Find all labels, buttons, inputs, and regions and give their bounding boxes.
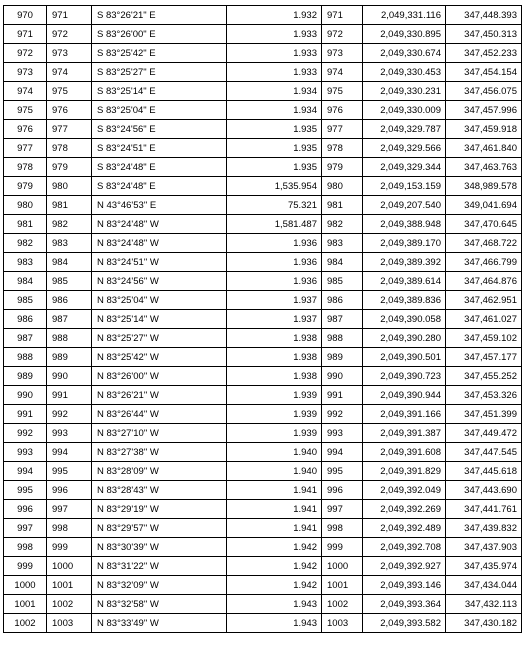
- point-visado-cell: 986: [47, 291, 92, 310]
- vertex-cell: 999: [322, 538, 363, 557]
- coordinate-y-cell: 2,049,330.231: [363, 82, 446, 101]
- point-visado-cell: 1001: [47, 576, 92, 595]
- bearing-cell: S 83°25'04" E: [92, 101, 227, 120]
- bearing-cell: N 83°28'43" W: [92, 481, 227, 500]
- coordinate-y-cell: 2,049,390.058: [363, 310, 446, 329]
- table-row: [4, 367, 522, 386]
- table-row: [4, 177, 522, 196]
- bearing-cell: N 83°25'42" W: [92, 348, 227, 367]
- bearing-cell: N 83°25'04" W: [92, 291, 227, 310]
- point-visado-cell: 991: [47, 386, 92, 405]
- distance-cell: 1.935: [227, 158, 322, 177]
- bearing-cell: S 83°25'42" E: [92, 44, 227, 63]
- bearing-cell: N 83°26'44" W: [92, 405, 227, 424]
- coordinate-y-cell: 2,049,391.829: [363, 462, 446, 481]
- vertex-cell: 996: [322, 481, 363, 500]
- station-cell: 981: [4, 215, 47, 234]
- bearing-cell: N 83°31'22" W: [92, 557, 227, 576]
- station-cell: 980: [4, 196, 47, 215]
- vertex-cell: 972: [322, 25, 363, 44]
- distance-cell: 1.935: [227, 120, 322, 139]
- point-visado-cell: 976: [47, 101, 92, 120]
- station-cell: 986: [4, 310, 47, 329]
- point-visado-cell: 995: [47, 462, 92, 481]
- point-visado-cell: 990: [47, 367, 92, 386]
- coordinate-x-cell: 347,451.399: [446, 405, 522, 424]
- table-row: [4, 234, 522, 253]
- coordinate-y-cell: 2,049,330.674: [363, 44, 446, 63]
- distance-cell: 1.938: [227, 348, 322, 367]
- coordinate-y-cell: 2,049,392.489: [363, 519, 446, 538]
- bearing-cell: N 83°28'09" W: [92, 462, 227, 481]
- distance-cell: 1.932: [227, 6, 322, 25]
- vertex-cell: 983: [322, 234, 363, 253]
- station-cell: 975: [4, 101, 47, 120]
- coordinate-x-cell: 347,439.832: [446, 519, 522, 538]
- bearing-cell: N 83°24'48" W: [92, 215, 227, 234]
- coordinate-y-cell: 2,049,392.049: [363, 481, 446, 500]
- vertex-cell: 984: [322, 253, 363, 272]
- distance-cell: 1.936: [227, 253, 322, 272]
- point-visado-cell: 1003: [47, 614, 92, 633]
- distance-cell: 1.938: [227, 329, 322, 348]
- bearing-cell: N 83°27'10" W: [92, 424, 227, 443]
- table-row: [4, 253, 522, 272]
- station-cell: 995: [4, 481, 47, 500]
- point-visado-cell: 984: [47, 253, 92, 272]
- table-row: [4, 443, 522, 462]
- station-cell: 979: [4, 177, 47, 196]
- point-visado-cell: 977: [47, 120, 92, 139]
- table-row: [4, 291, 522, 310]
- bearing-cell: N 83°24'51" W: [92, 253, 227, 272]
- coordinate-y-cell: 2,049,389.836: [363, 291, 446, 310]
- coordinate-x-cell: 347,450.313: [446, 25, 522, 44]
- table-row: [4, 310, 522, 329]
- coordinate-y-cell: 2,049,389.614: [363, 272, 446, 291]
- vertex-cell: 988: [322, 329, 363, 348]
- point-visado-cell: 996: [47, 481, 92, 500]
- distance-cell: 1.942: [227, 576, 322, 595]
- vertex-cell: 1003: [322, 614, 363, 633]
- coordinate-y-cell: 2,049,392.269: [363, 500, 446, 519]
- point-visado-cell: 983: [47, 234, 92, 253]
- point-visado-cell: 992: [47, 405, 92, 424]
- coordinate-y-cell: 2,049,390.501: [363, 348, 446, 367]
- bearing-cell: N 43°46'53" E: [92, 196, 227, 215]
- point-visado-cell: 979: [47, 158, 92, 177]
- vertex-cell: 987: [322, 310, 363, 329]
- coordinate-x-cell: 347,466.799: [446, 253, 522, 272]
- vertex-cell: 995: [322, 462, 363, 481]
- vertex-cell: 997: [322, 500, 363, 519]
- bearing-cell: S 83°26'21" E: [92, 6, 227, 25]
- coordinate-x-cell: 347,468.722: [446, 234, 522, 253]
- vertex-cell: 1002: [322, 595, 363, 614]
- table-row: [4, 424, 522, 443]
- coordinate-x-cell: 347,457.996: [446, 101, 522, 120]
- coordinate-y-cell: 2,049,393.146: [363, 576, 446, 595]
- point-visado-cell: 978: [47, 139, 92, 158]
- point-visado-cell: 985: [47, 272, 92, 291]
- coordinate-x-cell: 347,449.472: [446, 424, 522, 443]
- station-cell: 977: [4, 139, 47, 158]
- station-cell: 970: [4, 6, 47, 25]
- station-cell: 990: [4, 386, 47, 405]
- bearing-cell: N 83°24'56" W: [92, 272, 227, 291]
- bearing-cell: S 83°26'00" E: [92, 25, 227, 44]
- coordinate-y-cell: 2,049,329.344: [363, 158, 446, 177]
- point-visado-cell: 999: [47, 538, 92, 557]
- distance-cell: 1.940: [227, 443, 322, 462]
- coordinate-y-cell: 2,049,391.608: [363, 443, 446, 462]
- coordinate-y-cell: 2,049,391.387: [363, 424, 446, 443]
- distance-cell: 1.939: [227, 424, 322, 443]
- coordinate-y-cell: 2,049,330.453: [363, 63, 446, 82]
- table-row: [4, 120, 522, 139]
- vertex-cell: 993: [322, 424, 363, 443]
- distance-cell: 1.936: [227, 272, 322, 291]
- coordinate-x-cell: 347,461.027: [446, 310, 522, 329]
- station-cell: 999: [4, 557, 47, 576]
- distance-cell: 1.941: [227, 500, 322, 519]
- point-visado-cell: 1000: [47, 557, 92, 576]
- vertex-cell: 977: [322, 120, 363, 139]
- station-cell: 987: [4, 329, 47, 348]
- bearing-cell: S 83°25'14" E: [92, 82, 227, 101]
- station-cell: 971: [4, 25, 47, 44]
- distance-cell: 1.939: [227, 386, 322, 405]
- table-row: [4, 595, 522, 614]
- coordinate-x-cell: 347,435.974: [446, 557, 522, 576]
- station-cell: 974: [4, 82, 47, 101]
- table-row: [4, 500, 522, 519]
- coordinate-x-cell: 347,457.177: [446, 348, 522, 367]
- station-cell: 982: [4, 234, 47, 253]
- vertex-cell: 992: [322, 405, 363, 424]
- vertex-cell: 973: [322, 44, 363, 63]
- distance-cell: 1.936: [227, 234, 322, 253]
- table-row: [4, 101, 522, 120]
- bearing-cell: N 83°29'19" W: [92, 500, 227, 519]
- coordinate-x-cell: 348,989.578: [446, 177, 522, 196]
- distance-cell: 1.938: [227, 367, 322, 386]
- table-row: [4, 462, 522, 481]
- coordinate-x-cell: 347,443.690: [446, 481, 522, 500]
- station-cell: 989: [4, 367, 47, 386]
- table-row: [4, 538, 522, 557]
- table-row: [4, 139, 522, 158]
- table-row: [4, 576, 522, 595]
- point-visado-cell: 997: [47, 500, 92, 519]
- vertex-cell: 994: [322, 443, 363, 462]
- distance-cell: 1.942: [227, 557, 322, 576]
- vertex-cell: 990: [322, 367, 363, 386]
- coordinate-y-cell: 2,049,153.159: [363, 177, 446, 196]
- point-visado-cell: 989: [47, 348, 92, 367]
- distance-cell: 1.933: [227, 44, 322, 63]
- coordinate-x-cell: 347,445.618: [446, 462, 522, 481]
- station-cell: 998: [4, 538, 47, 557]
- coordinate-x-cell: 347,459.102: [446, 329, 522, 348]
- point-visado-cell: 971: [47, 6, 92, 25]
- coordinate-y-cell: 2,049,392.927: [363, 557, 446, 576]
- table-row: [4, 215, 522, 234]
- coordinate-x-cell: 347,437.903: [446, 538, 522, 557]
- coordinate-table: [3, 5, 522, 633]
- table-row: [4, 481, 522, 500]
- bearing-cell: S 83°24'48" E: [92, 177, 227, 196]
- table-row: [4, 557, 522, 576]
- vertex-cell: 986: [322, 291, 363, 310]
- distance-cell: 1,535.954: [227, 177, 322, 196]
- point-visado-cell: 972: [47, 25, 92, 44]
- table-row: [4, 63, 522, 82]
- coordinate-y-cell: 2,049,388.948: [363, 215, 446, 234]
- coordinate-y-cell: 2,049,331.116: [363, 6, 446, 25]
- point-visado-cell: 974: [47, 63, 92, 82]
- vertex-cell: 989: [322, 348, 363, 367]
- distance-cell: 1.934: [227, 101, 322, 120]
- point-visado-cell: 987: [47, 310, 92, 329]
- coordinate-y-cell: 2,049,393.582: [363, 614, 446, 633]
- distance-cell: 1.943: [227, 595, 322, 614]
- table-row: [4, 44, 522, 63]
- bearing-cell: N 83°25'27" W: [92, 329, 227, 348]
- coordinate-x-cell: 347,447.545: [446, 443, 522, 462]
- coordinate-x-cell: 347,455.252: [446, 367, 522, 386]
- distance-cell: 1,581.487: [227, 215, 322, 234]
- point-visado-cell: 994: [47, 443, 92, 462]
- coordinate-y-cell: 2,049,391.166: [363, 405, 446, 424]
- vertex-cell: 985: [322, 272, 363, 291]
- vertex-cell: 980: [322, 177, 363, 196]
- coordinate-y-cell: 2,049,392.708: [363, 538, 446, 557]
- bearing-cell: N 83°27'38" W: [92, 443, 227, 462]
- vertex-cell: 971: [322, 6, 363, 25]
- station-cell: 984: [4, 272, 47, 291]
- coordinate-x-cell: 347,434.044: [446, 576, 522, 595]
- coordinate-x-cell: 347,430.182: [446, 614, 522, 633]
- coordinate-y-cell: 2,049,393.364: [363, 595, 446, 614]
- vertex-cell: 1000: [322, 557, 363, 576]
- table-row: [4, 6, 522, 25]
- point-visado-cell: 1002: [47, 595, 92, 614]
- bearing-cell: S 83°24'48" E: [92, 158, 227, 177]
- bearing-cell: N 83°24'48" W: [92, 234, 227, 253]
- table-row: [4, 272, 522, 291]
- coordinate-x-cell: 347,463.763: [446, 158, 522, 177]
- station-cell: 988: [4, 348, 47, 367]
- coordinate-y-cell: 2,049,329.787: [363, 120, 446, 139]
- table-row: [4, 82, 522, 101]
- table-row: [4, 386, 522, 405]
- station-cell: 1002: [4, 614, 47, 633]
- distance-cell: 1.940: [227, 462, 322, 481]
- coordinate-y-cell: 2,049,329.566: [363, 139, 446, 158]
- coordinate-x-cell: 347,461.840: [446, 139, 522, 158]
- bearing-cell: N 83°30'39" W: [92, 538, 227, 557]
- bearing-cell: N 83°32'09" W: [92, 576, 227, 595]
- distance-cell: 1.933: [227, 25, 322, 44]
- coordinate-y-cell: 2,049,389.170: [363, 234, 446, 253]
- coordinate-x-cell: 347,459.918: [446, 120, 522, 139]
- station-cell: 997: [4, 519, 47, 538]
- vertex-cell: 1001: [322, 576, 363, 595]
- station-cell: 1000: [4, 576, 47, 595]
- vertex-cell: 981: [322, 196, 363, 215]
- vertex-cell: 991: [322, 386, 363, 405]
- station-cell: 993: [4, 443, 47, 462]
- vertex-cell: 975: [322, 82, 363, 101]
- bearing-cell: N 83°29'57" W: [92, 519, 227, 538]
- distance-cell: 1.933: [227, 63, 322, 82]
- station-cell: 994: [4, 462, 47, 481]
- coordinate-x-cell: 347,464.876: [446, 272, 522, 291]
- table-row: [4, 196, 522, 215]
- coordinate-x-cell: 347,441.761: [446, 500, 522, 519]
- bearing-cell: N 83°33'49" W: [92, 614, 227, 633]
- distance-cell: 1.934: [227, 82, 322, 101]
- table-row: [4, 405, 522, 424]
- station-cell: 991: [4, 405, 47, 424]
- bearing-cell: N 83°26'21" W: [92, 386, 227, 405]
- distance-cell: 75.321: [227, 196, 322, 215]
- coordinate-x-cell: 347,462.951: [446, 291, 522, 310]
- coordinate-y-cell: 2,049,389.392: [363, 253, 446, 272]
- distance-cell: 1.942: [227, 538, 322, 557]
- vertex-cell: 976: [322, 101, 363, 120]
- coordinate-table-body: [4, 6, 522, 633]
- station-cell: 983: [4, 253, 47, 272]
- point-visado-cell: 988: [47, 329, 92, 348]
- vertex-cell: 982: [322, 215, 363, 234]
- bearing-cell: S 83°24'56" E: [92, 120, 227, 139]
- point-visado-cell: 993: [47, 424, 92, 443]
- table-row: [4, 519, 522, 538]
- station-cell: 973: [4, 63, 47, 82]
- coordinate-y-cell: 2,049,390.944: [363, 386, 446, 405]
- bearing-cell: S 83°25'27" E: [92, 63, 227, 82]
- coordinate-y-cell: 2,049,207.540: [363, 196, 446, 215]
- coordinate-x-cell: 347,452.233: [446, 44, 522, 63]
- coordinate-x-cell: 347,470.645: [446, 215, 522, 234]
- distance-cell: 1.937: [227, 291, 322, 310]
- distance-cell: 1.941: [227, 519, 322, 538]
- station-cell: 996: [4, 500, 47, 519]
- point-visado-cell: 980: [47, 177, 92, 196]
- station-cell: 972: [4, 44, 47, 63]
- point-visado-cell: 981: [47, 196, 92, 215]
- distance-cell: 1.943: [227, 614, 322, 633]
- coordinate-x-cell: 347,456.075: [446, 82, 522, 101]
- coordinate-x-cell: 347,453.326: [446, 386, 522, 405]
- bearing-cell: N 83°25'14" W: [92, 310, 227, 329]
- bearing-cell: N 83°32'58" W: [92, 595, 227, 614]
- table-row: [4, 158, 522, 177]
- bearing-cell: S 83°24'51" E: [92, 139, 227, 158]
- point-visado-cell: 973: [47, 44, 92, 63]
- distance-cell: 1.937: [227, 310, 322, 329]
- point-visado-cell: 975: [47, 82, 92, 101]
- vertex-cell: 978: [322, 139, 363, 158]
- station-cell: 976: [4, 120, 47, 139]
- table-row: [4, 25, 522, 44]
- station-cell: 985: [4, 291, 47, 310]
- table-row: [4, 614, 522, 633]
- coordinate-x-cell: 347,432.113: [446, 595, 522, 614]
- coordinate-x-cell: 349,041.694: [446, 196, 522, 215]
- coordinate-y-cell: 2,049,330.895: [363, 25, 446, 44]
- distance-cell: 1.941: [227, 481, 322, 500]
- vertex-cell: 979: [322, 158, 363, 177]
- distance-cell: 1.935: [227, 139, 322, 158]
- vertex-cell: 998: [322, 519, 363, 538]
- table-row: [4, 329, 522, 348]
- coordinate-y-cell: 2,049,390.723: [363, 367, 446, 386]
- distance-cell: 1.939: [227, 405, 322, 424]
- coordinate-x-cell: 347,454.154: [446, 63, 522, 82]
- table-row: [4, 348, 522, 367]
- coordinate-y-cell: 2,049,390.280: [363, 329, 446, 348]
- coordinate-y-cell: 2,049,330.009: [363, 101, 446, 120]
- station-cell: 978: [4, 158, 47, 177]
- coordinate-x-cell: 347,448.393: [446, 6, 522, 25]
- station-cell: 1001: [4, 595, 47, 614]
- station-cell: 992: [4, 424, 47, 443]
- point-visado-cell: 998: [47, 519, 92, 538]
- vertex-cell: 974: [322, 63, 363, 82]
- bearing-cell: N 83°26'00" W: [92, 367, 227, 386]
- point-visado-cell: 982: [47, 215, 92, 234]
